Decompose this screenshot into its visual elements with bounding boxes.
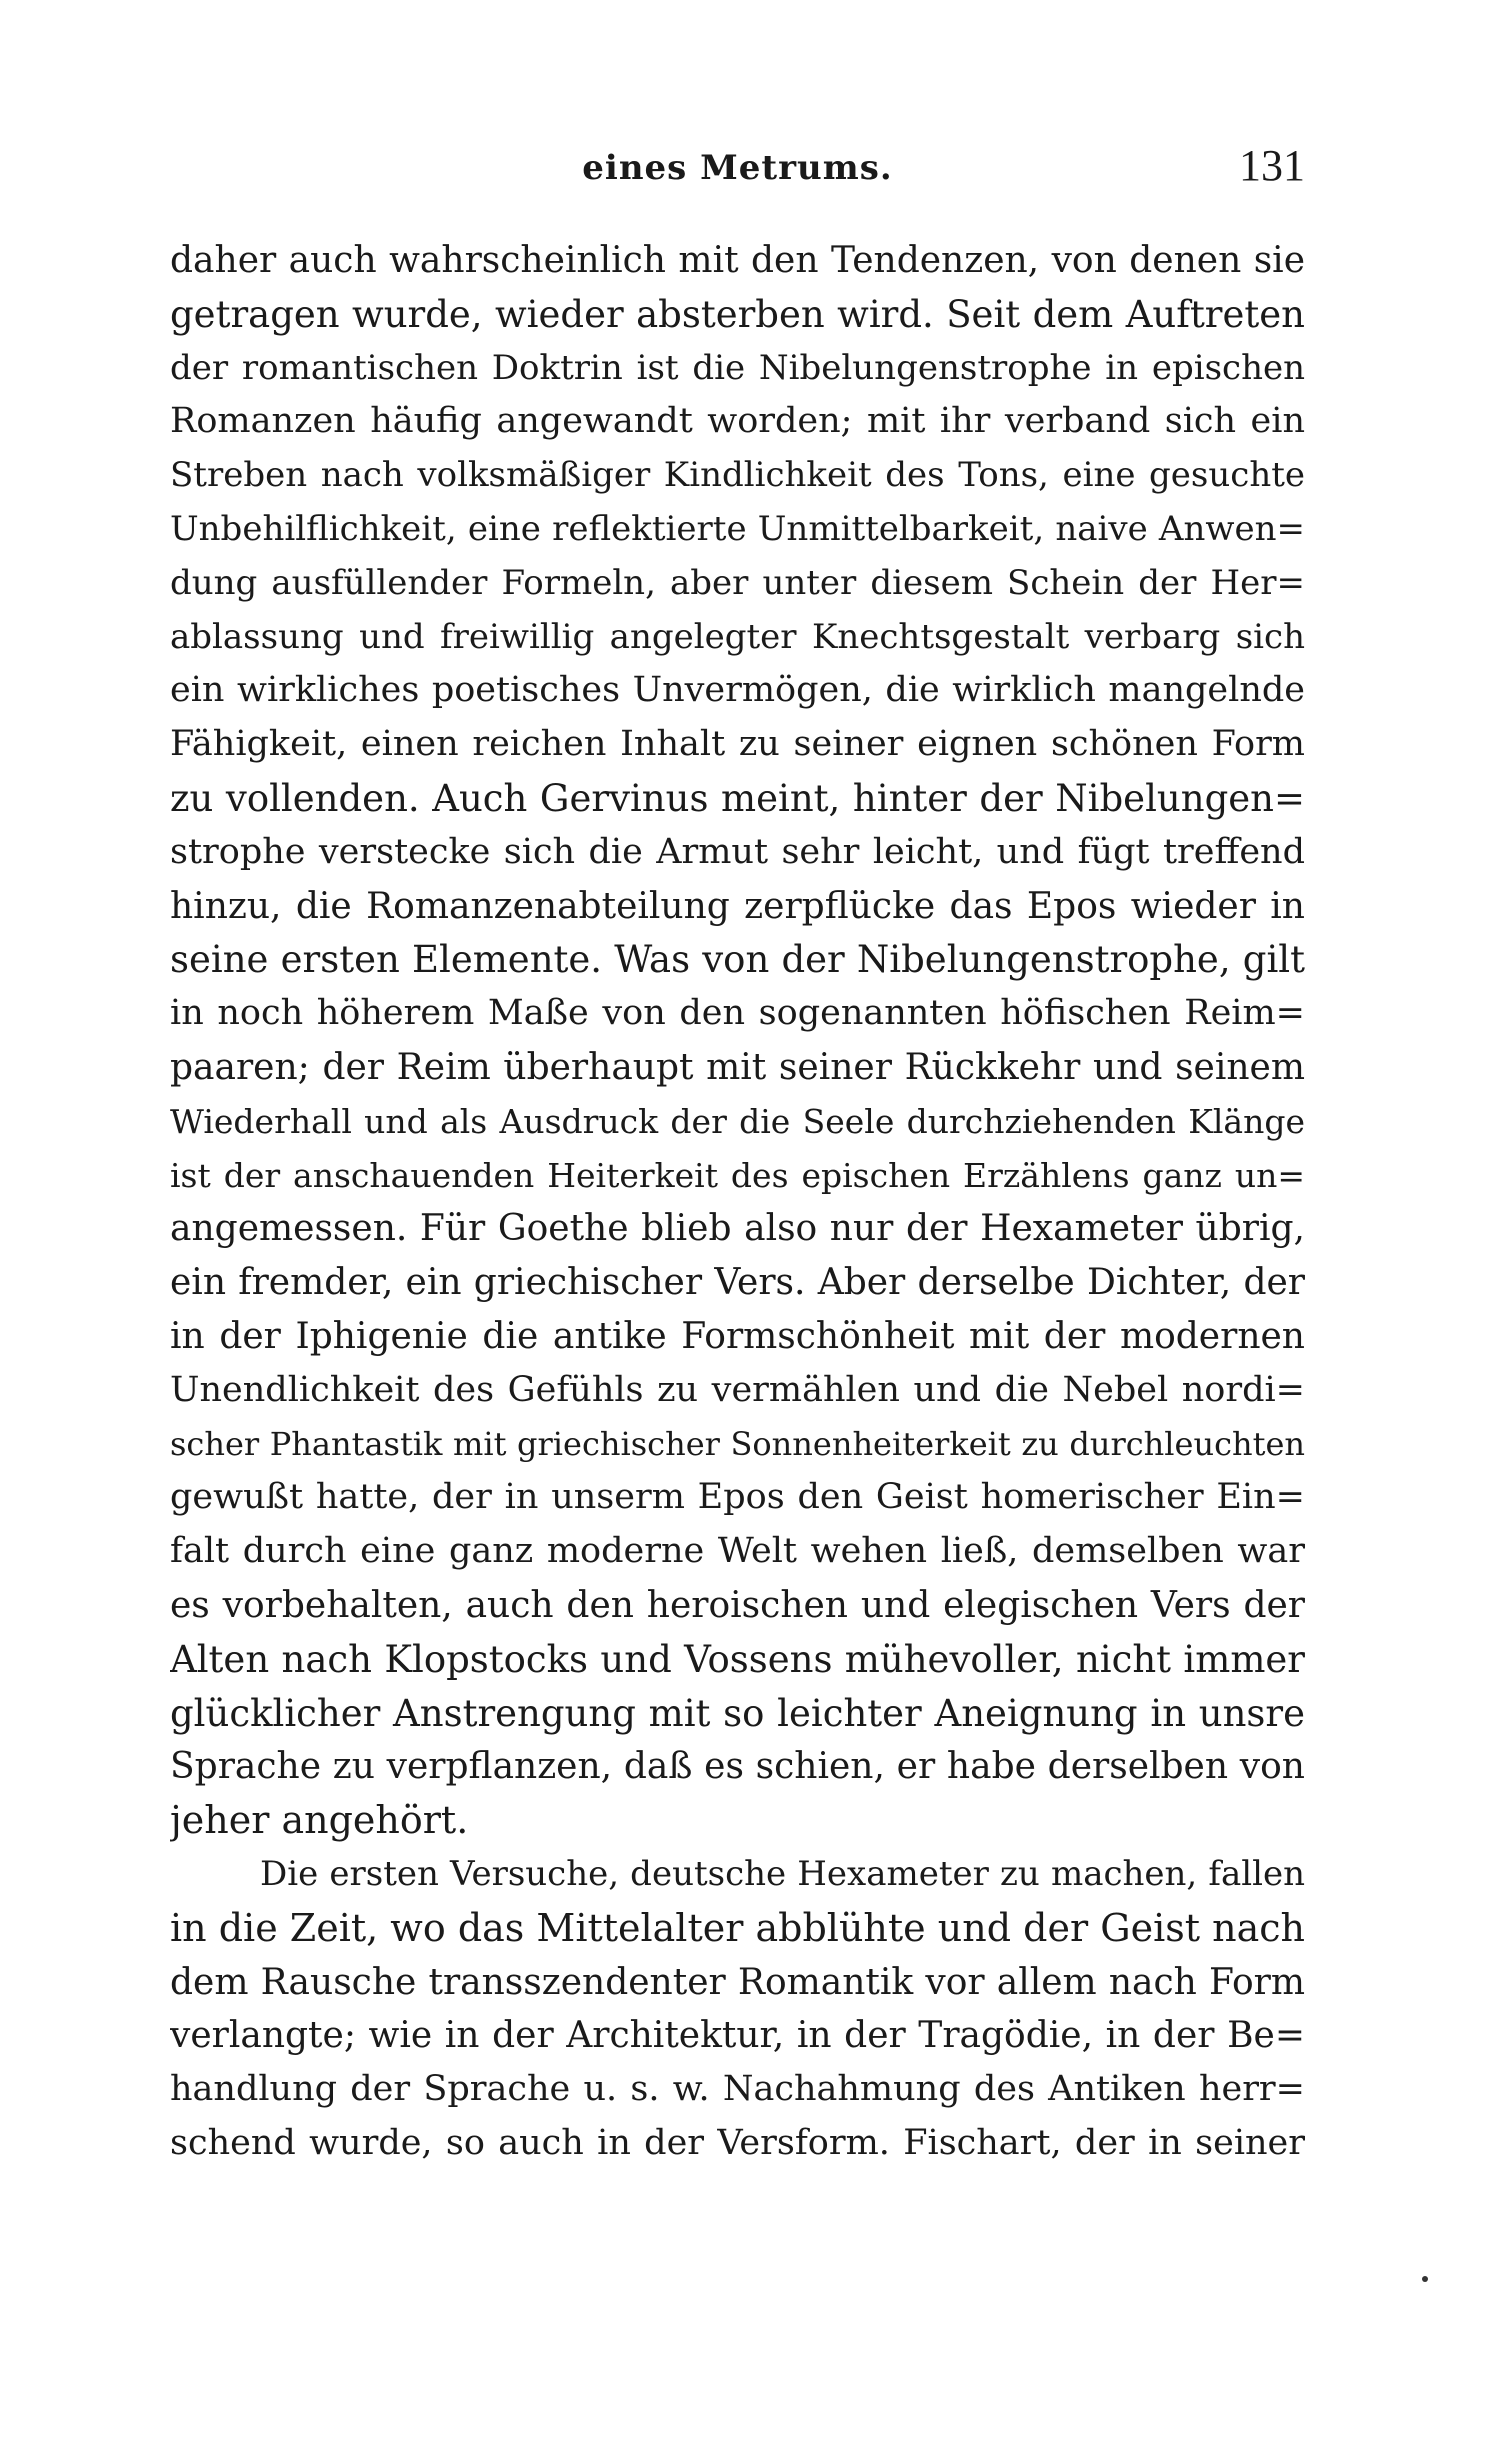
text-line: dung ausfüllender Formeln, aber unter diesem Schein der Her= (170, 562, 1305, 603)
text-line: Unendlichkeit des Gefühls zu vermählen und die Nebel nordi= (170, 1369, 1305, 1410)
text-line: in die Zeit, wo das Mittelalter abblühte und der Geist nach (170, 1905, 1305, 1950)
text-line: Sprache zu verpflanzen, daß es schien, er habe derselben von (170, 1746, 1305, 1788)
page-number: 131 (1239, 141, 1305, 190)
text-line: seine ersten Elemente. Was von der Nibelungenstrophe, gilt (170, 938, 1305, 982)
text-line: scher Phantastik mit griechischer Sonnenheiterkeit zu durchleuchten (170, 1424, 1305, 1463)
paragraph-end-line: jeher angehört. (170, 1798, 469, 1843)
text-line: Unbehilflichkeit, eine reflektierte Unmittelbarkeit, naive Anwen= (170, 508, 1305, 549)
text-line: in der Iphigenie die antike Formschönheit mit der modernen (170, 1315, 1305, 1357)
text-line: Fähigkeit, einen reichen Inhalt zu seiner eignen schönen Form (170, 724, 1305, 765)
text-line: daher auch wahrscheinlich mit den Tendenzen, von denen sie (170, 240, 1305, 281)
text-line: Alten nach Klopstocks und Vossens mühevoller, nicht immer (170, 1637, 1305, 1681)
running-head (170, 140, 1305, 200)
paragraph-start-line: Die ersten Versuche, deutsche Hexameter zu machen, fallen (260, 1853, 1305, 1894)
text-line: schend wurde, so auch in der Versform. Fischart, der in seiner (170, 2122, 1305, 2163)
text-line: ein fremder, ein griechischer Vers. Aber derselbe Dichter, der (170, 1262, 1305, 1304)
text-line: ein wirkliches poetisches Unvermögen, die wirklich mangelnde (170, 670, 1305, 711)
body-text (170, 234, 1305, 2171)
text-line: ablassung und freiwillig angelegter Knechtsgestalt verbarg sich (170, 616, 1305, 657)
running-title: eines Metrums. (582, 148, 893, 188)
text-line: es vorbehalten, auch den heroischen und elegischen Vers der (170, 1584, 1305, 1626)
text-line: falt durch eine ganz moderne Welt wehen ließ, demselben war (170, 1531, 1305, 1572)
text-line: angemessen. Für Goethe blieb also nur der Hexameter übrig, (170, 1208, 1305, 1250)
text-line: hinzu, die Romanzenabteilung zerpflücke das Epos wieder in (170, 885, 1305, 927)
text-line: strophe verstecke sich die Armut sehr leicht, und fügt treffend (170, 831, 1305, 872)
text-line: gewußt hatte, der in unserm Epos den Geist homerischer Ein= (170, 1477, 1305, 1518)
text-line: handlung der Sprache u. s. w. Nachahmung des Antiken herr= (170, 2069, 1305, 2110)
text-line: dem Rausche transszendenter Romantik vor allem nach Form (170, 1961, 1305, 2003)
text-line: getragen wurde, wieder absterben wird. Seit dem Auftreten (170, 292, 1305, 336)
text-line: glücklicher Anstrengung mit so leichter Aneignung in unsre (170, 1691, 1305, 1735)
text-line: verlangte; wie in der Architektur, in der Tragödie, in der Be= (170, 2015, 1305, 2057)
text-line: zu vollenden. Auch Gervinus meint, hinter der Nibelungen= (170, 776, 1305, 820)
ink-speck (1422, 2276, 1428, 2282)
text-line: in noch höherem Maße von den sogenannten höfischen Reim= (170, 993, 1305, 1034)
text-line: Romanzen häufig angewandt worden; mit ihr verband sich ein (170, 401, 1305, 442)
text-line: der romantischen Doktrin ist die Nibelungenstrophe in epischen (170, 347, 1305, 388)
text-line: Wiederhall und als Ausdruck der die Seele durchziehenden Klänge (170, 1101, 1305, 1141)
text-line: ist der anschauenden Heiterkeit des epischen Erzählens ganz un= (170, 1155, 1305, 1195)
text-line: paaren; der Reim überhaupt mit seiner Rückkehr und seinem (170, 1046, 1305, 1088)
text-line: Streben nach volksmäßiger Kindlichkeit des Tons, eine gesuchte (170, 455, 1305, 496)
